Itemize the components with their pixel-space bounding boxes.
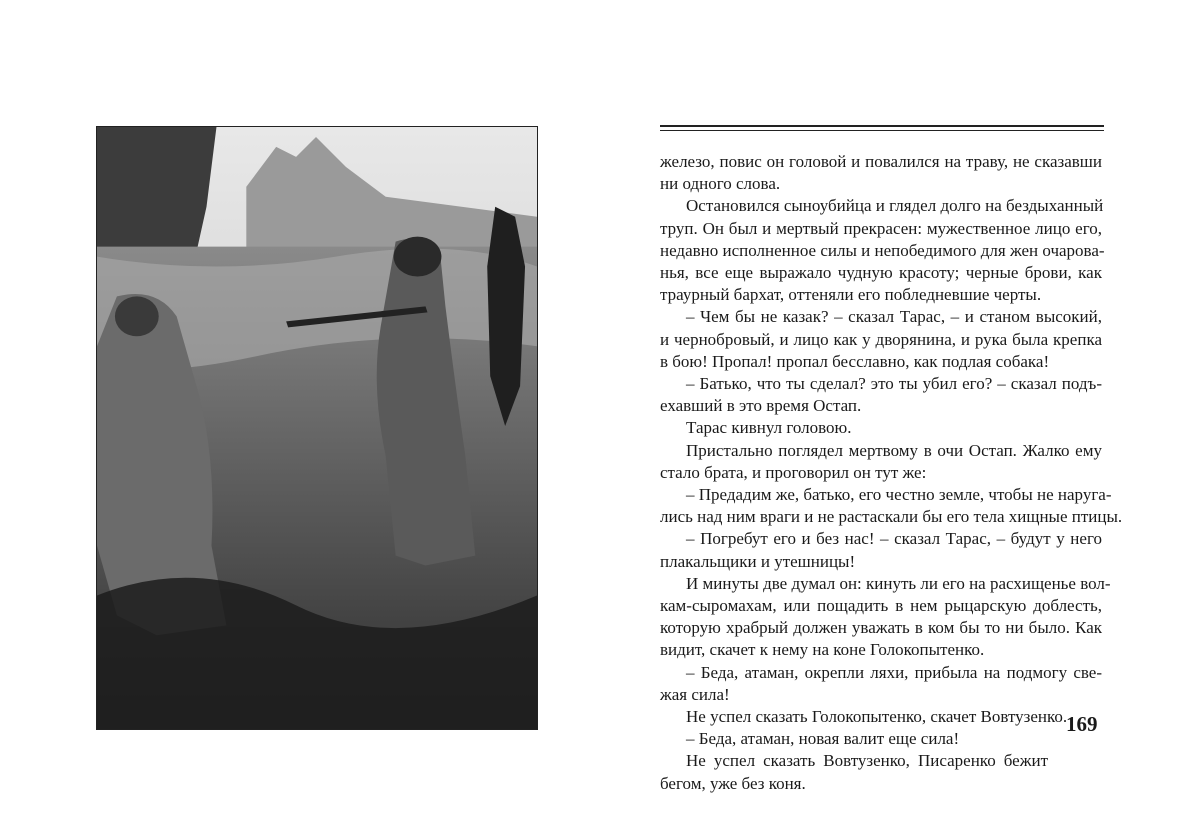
text-line: видит, скачет к нему на коне Голокопытенко. [660,640,985,660]
text-line: траурный бархат, оттеняли его побледневшие черты. [660,285,1042,305]
page-number: 169 [1066,712,1098,736]
text-line: – Беда, атаман, новая валит еще сила! [686,729,960,749]
text-line: И минуты две думал он: кинуть ли его на расхищенье вол- [686,573,1111,593]
cossack-head [394,237,442,277]
text-line: в бою! Пропал! пропал бесславно, как подлая собака! [660,351,1050,371]
text-line: железо, повис он головой и повалился на траву, не сказавши [660,152,1102,171]
text-line: недавно исполненное силы и непобедимого для жен очарова- [660,240,1105,260]
illustration-frame [96,126,538,730]
text-line: стало брата, и проговорил он тут же: [660,462,927,482]
text-line: которую храбрый должен уважать в ком бы то ни было. Как [660,618,1102,638]
text-line: – Батько, что ты сделал? это ты убил его? – сказал подъ- [686,374,1102,394]
text-line: нья, все еще выражало чудную красоту; черные брови, как [660,263,1102,283]
text-line: жая сила! [660,684,730,704]
text-line: ни одного слова. [660,174,781,194]
text-line: кам-сыромахам, или пощадить в нем рыцарскую доблесть, [660,596,1102,616]
text-line: Не успел сказать Вовтузенко, Писаренко бежит [686,751,1048,771]
text-column [660,151,1123,795]
text-line: – Беда, атаман, окрепли ляхи, прибыла на подмогу све- [686,662,1102,682]
text-line: плакальщики и утешницы! [660,551,856,571]
header-rule-thin [660,130,1104,131]
text-line: Остановился сыноубийца и глядел долго на бездыханный [686,196,1104,216]
text-line: и чернобровый, и лицо как у дворянина, и рука была крепка [660,329,1102,349]
text-line: Тарас кивнул головою. [686,418,852,438]
text-line: лись над ним враги и не растаскали бы его тела хищные птицы. [660,507,1123,527]
text-line: бегом, уже без коня. [660,773,806,793]
header-rule-thick [660,125,1104,127]
text-line: труп. Он был и мертвый прекрасен: мужественное лицо его, [660,218,1102,238]
falling-head [115,296,159,336]
text-line: Не успел сказать Голокопытенко, скачет Вовтузенко. [686,707,1068,727]
text-line: – Чем бы не казак? – сказал Тарас, – и станом высокий, [686,307,1102,327]
cossack-shooting-illustration [97,127,537,729]
text-line: – Предадим же, батько, его честно земле, чтобы не наруга- [686,485,1112,505]
text-line: – Погребут его и без нас! – сказал Тарас, – будут у него [686,529,1102,549]
text-line: ехавший в это время Остап. [660,396,862,416]
text-line: Пристально поглядел мертвому в очи Остап. Жалко ему [686,440,1102,460]
